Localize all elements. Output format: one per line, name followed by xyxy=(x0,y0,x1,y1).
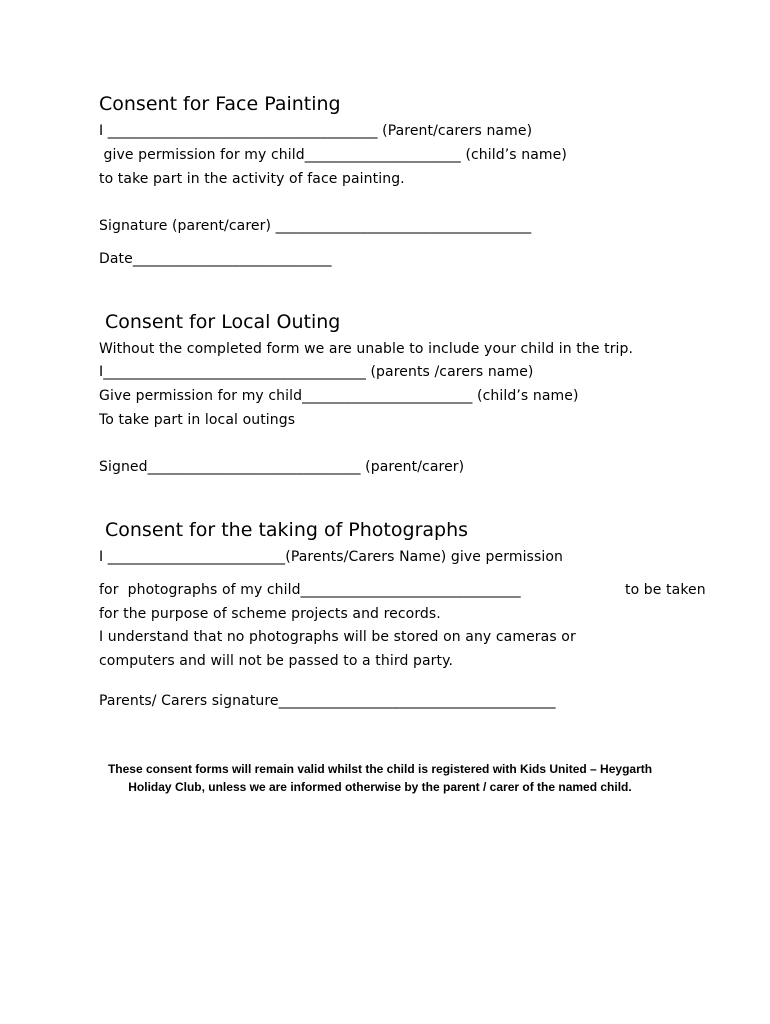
face-painting-parent-name-line: I ______________________________________ (Parent/carers name) xyxy=(99,123,533,139)
photographs-parent-name-line: I _________________________(Parents/Carers Name) give permission xyxy=(99,549,563,565)
photographs-heading: Consent for the taking of Photographs xyxy=(105,519,469,541)
face-painting-activity-line: to take part in the activity of face painting. xyxy=(99,171,405,187)
validity-note-line-2: Holiday Club, unless we are informed otherwise by the parent / carer of the named child. xyxy=(128,780,632,794)
local-outing-parent-name-line: I_____________________________________ (parents /carers name) xyxy=(99,364,534,380)
photographs-to-be-taken-text: to be taken xyxy=(625,582,706,598)
photographs-third-party-line: computers and will not be passed to a third party. xyxy=(99,653,454,669)
face-painting-date-line: Date____________________________ xyxy=(99,251,332,267)
validity-note-line-1: These consent forms will remain valid whilst the child is registered with Kids United – Heygarth xyxy=(107,762,653,776)
photographs-storage-line: I understand that no photographs will be stored on any cameras or xyxy=(99,629,576,645)
photographs-purpose-line: for the purpose of scheme projects and records. xyxy=(99,606,441,622)
face-painting-child-name-line: give permission for my child______________________ (child’s name) xyxy=(99,147,567,163)
local-outing-child-name-line: Give permission for my child________________________ (child’s name) xyxy=(99,388,579,404)
local-outing-notice-line: Without the completed form we are unable to include your child in the trip. xyxy=(99,341,634,357)
local-outing-signed-line: Signed______________________________ (parent/carer) xyxy=(99,459,465,475)
photographs-signature-line: Parents/ Carers signature_______________________________________ xyxy=(99,693,556,709)
face-painting-heading: Consent for Face Painting xyxy=(99,93,341,115)
photographs-child-name-line: for photographs of my child_______________________________ xyxy=(99,582,521,598)
local-outing-heading: Consent for Local Outing xyxy=(105,311,341,333)
face-painting-signature-line: Signature (parent/carer) ____________________________________ xyxy=(99,218,532,234)
local-outing-activity-line: To take part in local outings xyxy=(99,412,296,428)
validity-note xyxy=(80,760,680,796)
